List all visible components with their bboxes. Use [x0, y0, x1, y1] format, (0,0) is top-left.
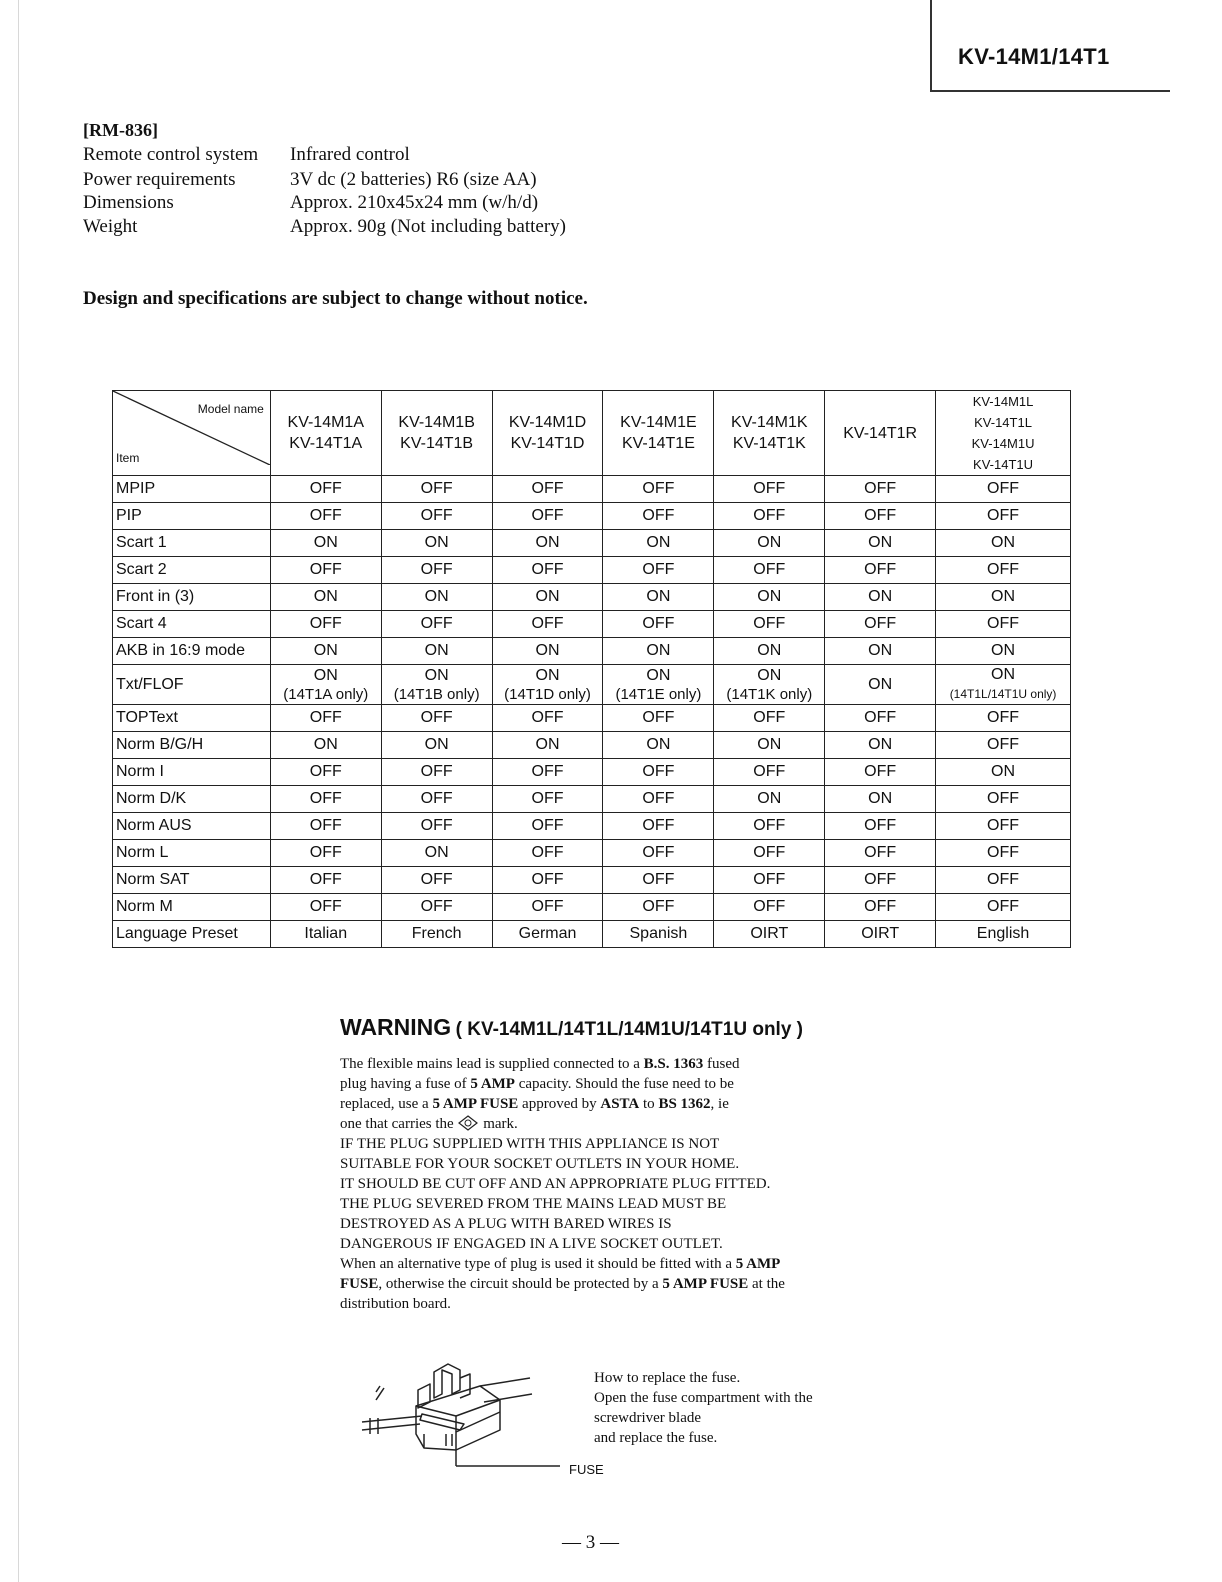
table-row [113, 894, 1071, 921]
table-cell: OFF [603, 503, 714, 530]
cell-value: ON [424, 666, 449, 684]
model-name: KV-14M1E [620, 414, 697, 431]
plug-fuse-diagram [360, 1350, 560, 1480]
warning-line [340, 1254, 840, 1274]
model-name: KV-14M1D [508, 414, 587, 431]
table-cell: OFF [603, 867, 714, 894]
row-item-label: Scart 2 [113, 557, 271, 584]
warning-line [340, 1294, 840, 1314]
table-cell: ON [936, 638, 1071, 665]
table-cell: OFF [936, 840, 1071, 867]
table-cell: ON [825, 638, 936, 665]
table-cell: OFF [603, 813, 714, 840]
table-cell: OFF [270, 786, 381, 813]
table-cell: OFF [936, 557, 1071, 584]
warning-body [340, 1054, 840, 1314]
table-cell [936, 665, 1071, 705]
table-cell: OFF [603, 476, 714, 503]
table-cell: ON [936, 584, 1071, 611]
model-name: KV-14M1A [287, 414, 364, 431]
warning-text: DANGEROUS IF ENGAGED IN A LIVE SOCKET OUTLET. [340, 1236, 723, 1252]
model-name: KV-14M1L [972, 394, 1034, 409]
row-item-label: Language Preset [113, 921, 271, 948]
table-cell: ON [825, 732, 936, 759]
table-cell: OFF [270, 867, 381, 894]
table-cell: OFF [270, 759, 381, 786]
table-cell: OFF [603, 894, 714, 921]
table-row [113, 840, 1071, 867]
table-header-row [113, 391, 1071, 476]
table-row [113, 732, 1071, 759]
warning-models: ( KV-14M1L/14T1L/14M1U/14T1U only ) [455, 1019, 804, 1040]
table-corner-cell [113, 391, 271, 476]
table-cell: OFF [714, 894, 825, 921]
table-cell: OFF [936, 611, 1071, 638]
table-cell: OFF [936, 503, 1071, 530]
table-cell: OFF [714, 503, 825, 530]
table-cell: OFF [492, 840, 603, 867]
model-name: KV-14M1U [971, 436, 1035, 451]
model-name: KV-14M1K [731, 414, 808, 431]
cell-note: (14T1B only) [393, 685, 480, 703]
table-cell: OFF [603, 786, 714, 813]
warning-line [340, 1054, 840, 1074]
table-cell: OFF [936, 476, 1071, 503]
warning-text: The flexible mains lead is supplied connected to a [340, 1056, 644, 1072]
model-column-header [603, 391, 714, 476]
cell-value: ON [313, 666, 338, 684]
warning-line [340, 1194, 840, 1214]
table-cell: OFF [603, 705, 714, 732]
table-cell: OFF [825, 894, 936, 921]
warning-text: DESTROYED AS A PLUG WITH BARED WIRES IS [340, 1216, 672, 1232]
spec-label: Weight [83, 216, 138, 237]
table-cell: OFF [381, 786, 492, 813]
cell-value: ON [535, 666, 560, 684]
row-item-label: TOPText [113, 705, 271, 732]
row-item-label: Front in (3) [113, 584, 271, 611]
cell-note: (14T1E only) [615, 685, 702, 703]
warning-text: plug having a fuse of [340, 1076, 471, 1092]
table-cell: ON [492, 732, 603, 759]
table-cell: OFF [381, 705, 492, 732]
warning-emphasis: B.S. 1363 [643, 1056, 704, 1072]
cell-value: ON [991, 666, 1016, 683]
table-cell: ON [270, 732, 381, 759]
table-cell [714, 665, 825, 705]
table-cell: French [381, 921, 492, 948]
table-cell: ON [714, 732, 825, 759]
table-row [113, 786, 1071, 813]
table-row [113, 665, 1071, 705]
table-cell: ON [825, 665, 936, 705]
model-name: KV-14T1E [621, 435, 695, 452]
table-cell: OFF [825, 557, 936, 584]
table-row [113, 759, 1071, 786]
corner-item-label: Item [116, 451, 140, 465]
table-cell: OFF [381, 476, 492, 503]
table-cell: ON [492, 530, 603, 557]
table-cell [381, 665, 492, 705]
table-row [113, 584, 1071, 611]
table-cell: OFF [936, 786, 1071, 813]
table-cell [270, 665, 381, 705]
table-cell: ON [714, 530, 825, 557]
table-cell: OFF [936, 705, 1071, 732]
warning-line [340, 1074, 840, 1094]
warning-emphasis: BS 1362 [658, 1096, 711, 1112]
warning-emphasis: 5 AMP [470, 1076, 515, 1092]
row-item-label: MPIP [113, 476, 271, 503]
table-cell: OFF [936, 867, 1071, 894]
table-cell: OFF [492, 476, 603, 503]
table-cell: ON [603, 732, 714, 759]
model-name: KV-14M1B [398, 414, 475, 431]
table-cell: Italian [270, 921, 381, 948]
table-cell: ON [603, 530, 714, 557]
page-number: — 3 — [562, 1532, 619, 1553]
warning-text: , ie [710, 1096, 729, 1112]
table-cell: OFF [714, 705, 825, 732]
table-cell: OFF [936, 813, 1071, 840]
model-column-header [825, 391, 936, 476]
table-cell: OFF [603, 557, 714, 584]
table-row [113, 611, 1071, 638]
table-cell: OFF [381, 557, 492, 584]
table-cell: OFF [270, 611, 381, 638]
left-margin-rule [18, 0, 19, 1582]
table-row [113, 813, 1071, 840]
fuse-instruction-line: and replace the fuse. [594, 1430, 718, 1446]
warning-text: approved by [518, 1096, 601, 1112]
row-item-label: Norm AUS [113, 813, 271, 840]
warning-text: one that carries the [340, 1116, 458, 1132]
table-cell: OFF [381, 813, 492, 840]
table-cell: OFF [825, 840, 936, 867]
warning-text: THE PLUG SEVERED FROM THE MAINS LEAD MUST BE [340, 1196, 727, 1212]
table-cell: OFF [714, 813, 825, 840]
warning-text: IT SHOULD BE CUT OFF AND AN APPROPRIATE PLUG FITTED. [340, 1176, 771, 1192]
table-cell: ON [936, 530, 1071, 557]
table-cell: OFF [714, 840, 825, 867]
table-cell: OFF [825, 705, 936, 732]
table-row [113, 530, 1071, 557]
table-cell: ON [381, 584, 492, 611]
warning-line [340, 1154, 840, 1174]
table-cell: OFF [381, 503, 492, 530]
warning-line [340, 1114, 840, 1134]
cell-value: ON [646, 666, 671, 684]
model-name: KV-14T1L [974, 415, 1032, 430]
warning-text: mark. [479, 1116, 518, 1132]
cell-note: (14T1A only) [283, 685, 369, 703]
table-cell: OFF [825, 867, 936, 894]
warning-line [340, 1214, 840, 1234]
warning-line [340, 1274, 840, 1294]
table-cell: ON [825, 584, 936, 611]
model-name: KV-14T1B [400, 435, 474, 452]
row-item-label: Scart 4 [113, 611, 271, 638]
spec-value: Approx. 90g (Not including battery) [290, 216, 566, 237]
asta-mark-icon [457, 1115, 479, 1131]
table-cell: OFF [492, 813, 603, 840]
warning-text: , otherwise the circuit should be protected by a [378, 1276, 663, 1292]
table-row [113, 638, 1071, 665]
table-row [113, 476, 1071, 503]
table-cell: ON [270, 638, 381, 665]
model-column-header [936, 391, 1071, 476]
header-vertical-rule [930, 0, 932, 90]
table-row [113, 705, 1071, 732]
table-cell: German [492, 921, 603, 948]
table-cell: ON [714, 638, 825, 665]
table-cell: OFF [270, 503, 381, 530]
warning-emphasis: 5 AMP FUSE [662, 1276, 749, 1292]
table-cell: OFF [936, 732, 1071, 759]
table-cell: ON [381, 638, 492, 665]
table-cell: OFF [270, 894, 381, 921]
warning-line [340, 1174, 840, 1194]
cell-value: ON [757, 666, 782, 684]
warning-emphasis: 5 AMP FUSE [432, 1096, 519, 1112]
table-cell: OFF [825, 503, 936, 530]
table-cell [603, 665, 714, 705]
header-horizontal-rule [930, 90, 1170, 92]
table-cell: OFF [603, 840, 714, 867]
model-feature-table [112, 390, 1071, 948]
warning-emphasis: FUSE [340, 1276, 379, 1292]
table-cell: OFF [825, 476, 936, 503]
row-item-label: Norm D/K [113, 786, 271, 813]
cell-note: (14T1L/14T1U only) [949, 687, 1057, 701]
remote-heading: [RM-836] [83, 120, 158, 140]
table-cell: OFF [492, 867, 603, 894]
table-cell: ON [381, 732, 492, 759]
table-cell: OFF [714, 476, 825, 503]
table-cell: OFF [270, 840, 381, 867]
table-cell: OFF [603, 611, 714, 638]
model-name: KV-14T1R [843, 424, 918, 442]
table-cell [492, 665, 603, 705]
specification-notice: Design and specifications are subject to change without notice. [83, 288, 588, 309]
table-cell: OFF [270, 557, 381, 584]
warning-line [340, 1094, 840, 1114]
table-cell: OFF [492, 786, 603, 813]
model-name: KV-14T1A [289, 435, 363, 452]
spec-value: 3V dc (2 batteries) R6 (size AA) [290, 169, 537, 190]
row-item-label: Norm I [113, 759, 271, 786]
fuse-instruction-line: Open the fuse compartment with the [594, 1390, 813, 1406]
spec-label: Remote control system [83, 144, 259, 165]
fuse-instructions [594, 1368, 813, 1448]
warning-text: capacity. Should the fuse need to be [514, 1076, 734, 1092]
table-cell: OIRT [714, 921, 825, 948]
warning-line [340, 1234, 840, 1254]
warning-word: WARNING [340, 1014, 452, 1040]
model-column-header [492, 391, 603, 476]
table-cell: ON [714, 786, 825, 813]
model-name: KV-14T1U [973, 457, 1034, 472]
warning-text: SUITABLE FOR YOUR SOCKET OUTLETS IN YOUR HOME. [340, 1156, 740, 1172]
table-cell: OFF [492, 894, 603, 921]
spec-value: Approx. 210x45x24 mm (w/h/d) [290, 192, 539, 213]
cell-note: (14T1D only) [504, 685, 591, 703]
table-cell: OFF [381, 894, 492, 921]
table-cell: ON [936, 759, 1071, 786]
row-item-label: Norm B/G/H [113, 732, 271, 759]
table-cell: OFF [825, 813, 936, 840]
model-column-header [714, 391, 825, 476]
model-name: KV-14T1D [510, 435, 585, 452]
table-cell: ON [381, 840, 492, 867]
row-item-label: Norm M [113, 894, 271, 921]
row-item-label: Norm L [113, 840, 271, 867]
spec-value: Infrared control [290, 144, 410, 165]
table-row [113, 503, 1071, 530]
model-column-header [270, 391, 381, 476]
corner-model-label: Model name [197, 402, 264, 416]
table-cell: ON [603, 584, 714, 611]
warning-text: replaced, use a [340, 1096, 433, 1112]
warning-text: distribution board. [340, 1296, 451, 1312]
table-row [113, 921, 1071, 948]
row-item-label: PIP [113, 503, 271, 530]
table-cell: OFF [492, 759, 603, 786]
spec-label: Dimensions [83, 192, 174, 213]
table-cell: OFF [714, 611, 825, 638]
warning-text: When an alternative type of plug is used it should be fitted with a [340, 1256, 736, 1272]
table-cell: OFF [381, 759, 492, 786]
table-cell: OIRT [825, 921, 936, 948]
table-cell: OFF [714, 557, 825, 584]
table-cell: OFF [492, 503, 603, 530]
warning-text: to [639, 1096, 659, 1112]
table-cell: OFF [714, 867, 825, 894]
table-cell: OFF [492, 557, 603, 584]
row-item-label: Norm SAT [113, 867, 271, 894]
table-cell: OFF [492, 611, 603, 638]
table-cell: ON [270, 530, 381, 557]
table-cell: OFF [825, 611, 936, 638]
cell-note: (14T1K only) [726, 685, 813, 703]
table-cell: OFF [270, 705, 381, 732]
table-cell: OFF [714, 759, 825, 786]
warning-text: fused [703, 1056, 740, 1072]
table-cell: ON [825, 530, 936, 557]
table-row [113, 557, 1071, 584]
fuse-instruction-line: screwdriver blade [594, 1410, 702, 1426]
table-cell: OFF [381, 867, 492, 894]
warning-text: at the [748, 1276, 785, 1292]
table-row [113, 867, 1071, 894]
fuse-instruction-line: How to replace the fuse. [594, 1370, 741, 1386]
row-item-label: Txt/FLOF [113, 665, 271, 705]
table-cell: ON [492, 584, 603, 611]
table-cell: OFF [381, 611, 492, 638]
model-name: KV-14T1K [732, 435, 806, 452]
table-cell: ON [381, 530, 492, 557]
spec-label: Power requirements [83, 169, 236, 190]
warning-line [340, 1134, 840, 1154]
warning-text: IF THE PLUG SUPPLIED WITH THIS APPLIANCE IS NOT [340, 1136, 720, 1152]
table-cell: ON [270, 584, 381, 611]
warning-emphasis: ASTA [600, 1096, 640, 1112]
table-cell: OFF [270, 813, 381, 840]
model-title: KV-14M1/14T1 [958, 44, 1110, 69]
table-cell: ON [492, 638, 603, 665]
warning-title [340, 1014, 803, 1041]
table-cell: ON [825, 786, 936, 813]
table-cell: OFF [492, 705, 603, 732]
table-cell: OFF [825, 759, 936, 786]
warning-emphasis: 5 AMP [735, 1256, 781, 1272]
table-cell: OFF [603, 759, 714, 786]
fuse-label: FUSE [569, 1462, 604, 1477]
table-cell: ON [603, 638, 714, 665]
row-item-label: AKB in 16:9 mode [113, 638, 271, 665]
table-cell: ON [714, 584, 825, 611]
table-cell: Spanish [603, 921, 714, 948]
row-item-label: Scart 1 [113, 530, 271, 557]
table-cell: OFF [936, 894, 1071, 921]
model-column-header [381, 391, 492, 476]
table-cell: OFF [270, 476, 381, 503]
table-cell: English [936, 921, 1071, 948]
